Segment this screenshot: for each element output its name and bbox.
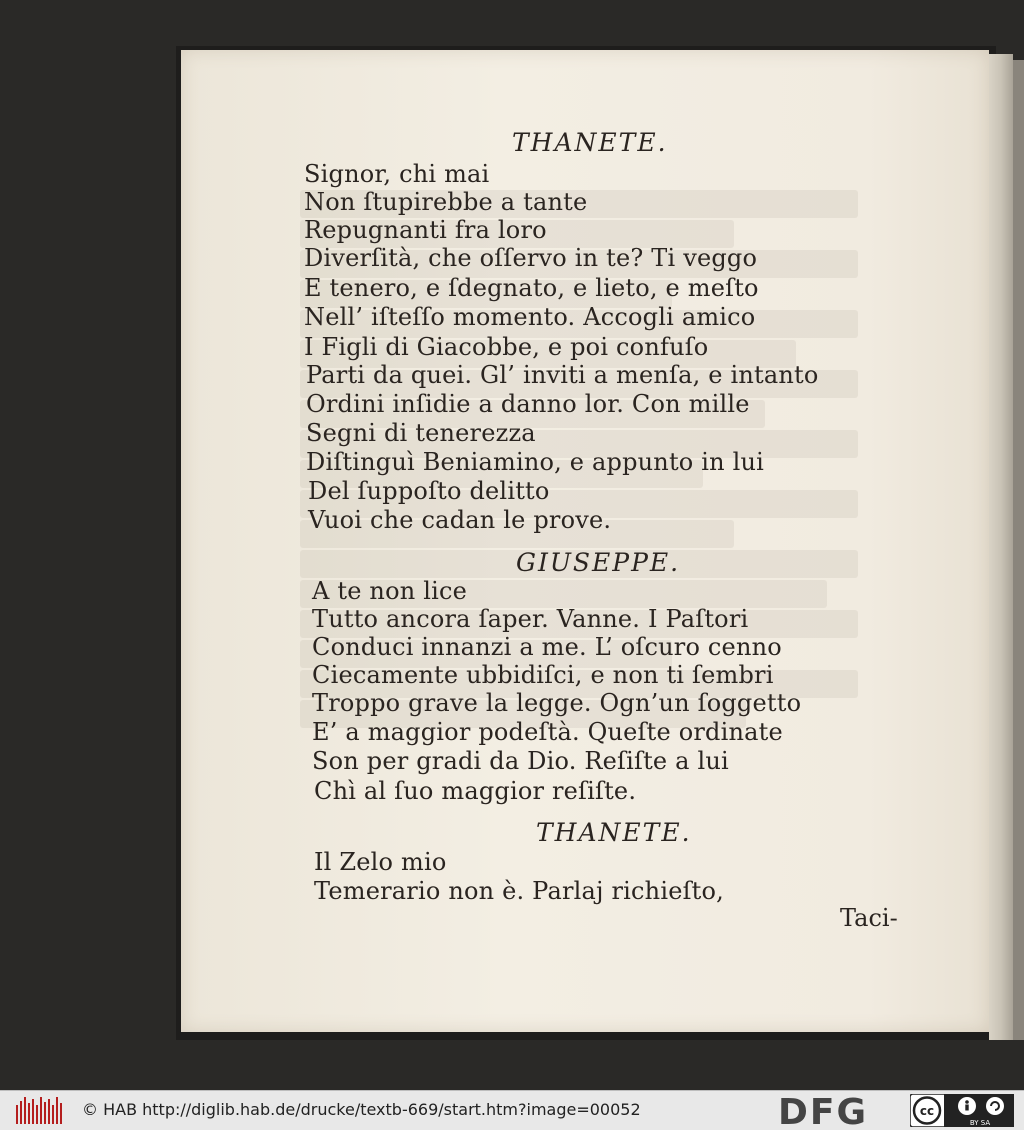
verse-line: A te non lice	[312, 577, 468, 605]
page-edge-dark	[1013, 60, 1024, 1040]
verse-line: Chì al ſuo maggior reſiſte.	[314, 777, 637, 805]
page-edge	[989, 54, 1013, 1040]
verse-line: Diverſità, che oſſervo in te? Ti veggo	[304, 244, 758, 272]
verse-line: Il Zelo mio	[314, 848, 447, 876]
verse-line: Nell’ iſteſſo momento. Accogli amico	[304, 303, 756, 331]
verse-line: Parti da quei. Gl’ inviti a menſa, e intanto	[306, 361, 819, 389]
speaker-heading: THANETE.	[512, 128, 668, 157]
verse-line: Vuoi che cadan le prove.	[308, 506, 612, 534]
verse-line: Segni di tenerezza	[306, 419, 536, 447]
speaker-heading: THANETE.	[536, 818, 692, 847]
citation-link[interactable]: © HAB http://diglib.hab.de/drucke/textb-669/start.htm?image=00052	[82, 1100, 641, 1119]
verse-line: I Figli di Giacobbe, e poi confuſo	[304, 333, 709, 361]
verse-line: Temerario non è. Parlaj richieſto,	[314, 877, 725, 905]
verse-line: E tenero, e ſdegnato, e lieto, e meſto	[304, 274, 759, 302]
speaker-heading: GIUSEPPE.	[516, 548, 681, 577]
verse-line: Conduci innanzi a me. L’ oſcuro cenno	[312, 633, 782, 661]
footer-bar	[0, 1090, 1024, 1130]
verse-line: Troppo grave la legge. Ogn’un ſoggetto	[312, 689, 802, 717]
verse-line: Ordini inſidie a danno lor. Con mille	[306, 390, 750, 418]
hab-logo-icon[interactable]	[16, 1097, 66, 1124]
verse-line: Tutto ancora ſaper. Vanne. I Paſtori	[312, 605, 749, 633]
catchword: Taci-	[840, 904, 898, 932]
verse-line: Diſtinguì Beniamino, e appunto in lui	[306, 448, 765, 476]
dfg-logo-text: DFG	[778, 1094, 869, 1127]
cc-license-icon[interactable]	[910, 1094, 1014, 1127]
verse-line: Signor, chi mai	[304, 160, 490, 188]
verse-line: E’ a maggior podeſtà. Queſte ordinate	[312, 718, 783, 746]
verse-line: Del ſuppoſto delitto	[308, 477, 550, 505]
verse-line: Son per gradi da Dio. Reſiſte a lui	[312, 747, 729, 775]
verse-line: Ciecamente ubbidiſci, e non ti ſembri	[312, 661, 774, 689]
license-text: BY SA	[969, 1119, 991, 1127]
svg-text:cc: cc	[919, 1104, 935, 1118]
dfg-logo[interactable]	[778, 1094, 896, 1127]
verse-line: Non ſtupirebbe a tante	[304, 188, 588, 216]
verse-line: Repugnanti fra loro	[304, 216, 547, 244]
